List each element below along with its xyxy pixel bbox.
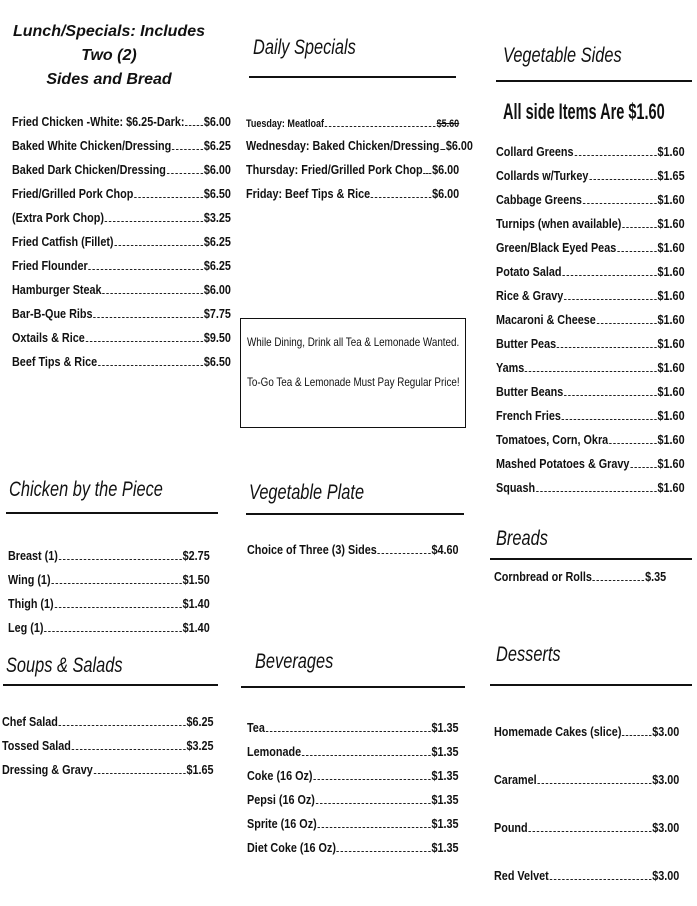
breads-title: Breads [496,527,548,550]
item-price: $1.60 [657,264,685,279]
dot-leader [609,443,657,444]
dot-leader [114,245,203,246]
item-price: $1.60 [657,408,685,423]
menu-item [12,134,231,158]
item-price: $2.75 [182,548,210,563]
item-price: $9.50 [203,330,231,345]
item-price: $3.25 [186,738,214,753]
menu-item [494,804,679,852]
item-label: Fried Flounder [12,258,88,273]
item-price: $1.60 [657,144,685,159]
dot-leader [622,227,657,228]
item-price: $6.00 [445,138,473,153]
menu-item [494,708,679,756]
item-label: Coke (16 Oz) [247,768,313,783]
item-label: Diet Coke (16 Oz) [247,840,336,855]
lunch-items-list [12,110,279,374]
dot-leader [597,323,657,324]
heading-rule [490,684,692,686]
menu-item [496,284,685,308]
menu-item [496,308,685,332]
menu-item [496,332,685,356]
menu-item [12,206,231,230]
dot-leader [98,365,203,366]
item-label: Wednesday: Baked Chicken/Dressing [246,138,440,153]
menu-item [246,182,459,206]
dot-leader [536,491,657,492]
menu-item [496,452,685,476]
item-label: Baked Dark Chicken/Dressing [12,162,166,177]
dot-leader [557,347,657,348]
dot-leader [371,197,431,198]
dot-leader [302,755,431,756]
menu-item [247,836,459,860]
desserts-title: Desserts [496,643,561,666]
vegetable-sides-list [496,140,697,500]
item-price: $5.60 [436,118,460,130]
item-price: $6.50 [203,354,231,369]
menu-item [12,254,231,278]
item-price: $1.40 [182,620,210,635]
menu-item [494,756,679,804]
item-label: Cabbage Greens [496,192,582,207]
dot-leader [622,735,651,736]
heading-rule [3,684,218,686]
item-label: Friday: Beef Tips & Rice [246,186,371,201]
item-label: Baked White Chicken/Dressing [12,138,172,153]
item-label: Red Velvet [494,868,549,883]
dot-leader [562,275,656,276]
dot-leader [564,299,657,300]
dot-leader [538,783,652,784]
item-price: $6.25 [203,138,231,153]
item-label: Cornbread or Rolls [494,569,592,584]
item-label: Macaroni & Cheese [496,312,596,327]
item-price: $6.00 [203,282,231,297]
item-price: $6.25 [203,258,231,273]
item-label: Pound [494,820,528,835]
item-price: $6.00 [432,186,460,201]
item-price: $1.60 [657,288,685,303]
menu-item [247,538,459,562]
tea-lemonade-notice [240,318,466,428]
item-label: Dressing & Gravy [2,762,93,777]
dot-leader [325,126,436,127]
heading-rule [241,686,465,688]
dot-leader [89,269,204,270]
menu-item [496,380,685,404]
item-label: Wing (1) [8,572,51,587]
menu-item [12,230,231,254]
item-price: $1.60 [657,216,685,231]
vegetable-sides-title: Vegetable Sides [503,44,622,67]
dot-leader [378,553,431,554]
item-label: Sprite (16 Oz) [247,816,317,831]
heading-rule [249,76,456,78]
menu-item [247,788,459,812]
item-price: $1.60 [657,456,685,471]
menu-item [496,236,685,260]
item-price: $1.60 [657,360,685,375]
item-label: Leg (1) [8,620,44,635]
notice-line-2: To-Go Tea & Lemonade Must Pay Regular Price! [247,375,460,389]
dot-leader [102,293,203,294]
dot-leader [44,631,182,632]
menu-item [246,114,459,134]
menu-item [246,158,459,182]
item-label: Tuesday: Meatloaf [246,118,325,130]
item-price: $1.35 [431,792,459,807]
item-price: $1.65 [186,762,214,777]
chicken-items-list [8,544,254,640]
item-price: $1.35 [431,816,459,831]
dot-leader [54,607,181,608]
item-label: Pepsi (16 Oz) [247,792,315,807]
item-price: $1.35 [431,720,459,735]
item-label: Thursday: Fried/Grilled Pork Chop [246,162,423,177]
dot-leader [313,779,430,780]
item-label: Hamburger Steak [12,282,102,297]
lunch-specials-title [0,20,218,92]
dot-leader [172,149,203,150]
menu-item [494,565,666,589]
item-label: Squash [496,480,536,495]
item-label: Lemonade [247,744,302,759]
dot-leader [583,203,657,204]
item-price: $4.60 [431,542,459,557]
menu-item [496,164,685,188]
item-price: $3.00 [652,820,680,835]
dot-leader [72,749,186,750]
dot-leader [94,773,186,774]
item-label: Choice of Three (3) Sides [247,542,377,557]
menu-item [8,544,210,568]
dot-leader [574,155,656,156]
item-price: $.35 [645,569,667,584]
item-label: Collards w/Turkey [496,168,589,183]
dot-leader [423,173,431,174]
all-sides-price-banner: All side Items Are $1.60 [503,99,665,124]
item-price: $1.60 [657,240,685,255]
dot-leader [51,583,181,584]
dot-leader [337,851,431,852]
item-price: $1.60 [657,192,685,207]
daily-specials-title: Daily Specials [253,36,356,59]
heading-rule [6,512,218,514]
dot-leader [617,251,657,252]
item-label: Breast (1) [8,548,58,563]
heading-rule [496,80,692,82]
vegetable-plate-title: Vegetable Plate [249,481,365,504]
dot-leader [589,179,657,180]
item-label: Collard Greens [496,144,574,159]
menu-item [496,428,685,452]
item-label: Fried Catfish (Fillet) [12,234,114,249]
item-label: Fried/Grilled Pork Chop [12,186,134,201]
menu-item [496,356,685,380]
item-price: $3.25 [203,210,231,225]
menu-item [8,592,210,616]
item-label: (Extra Pork Chop) [12,210,104,225]
menu-item [496,140,685,164]
item-label: Tomatoes, Corn, Okra [496,432,609,447]
menu-item [246,134,473,158]
item-price: $6.00 [432,162,460,177]
menu-item [8,616,210,640]
menu-item [2,710,214,734]
lunch-title-line1: Lunch/Specials: Includes Two (2) [12,23,206,64]
chicken-by-piece-title: Chicken by the Piece [9,478,163,501]
menu-item [496,260,685,284]
item-price: $7.75 [203,306,231,321]
item-label: French Fries [496,408,561,423]
menu-item [12,158,231,182]
item-price: $6.00 [203,162,231,177]
item-price: $1.35 [431,744,459,759]
item-label: Oxtails & Rice [12,330,85,345]
item-label: Bar-B-Que Ribs [12,306,93,321]
dot-leader [134,197,203,198]
menu-item [247,740,459,764]
dot-leader [316,803,431,804]
menu-item [494,852,679,900]
item-price: $3.00 [652,724,680,739]
item-price: $6.25 [186,714,214,729]
menu-item [12,350,231,374]
item-label: Thigh (1) [8,596,54,611]
item-price: $6.50 [203,186,231,201]
beverages-list [247,716,505,860]
daily-items-list [246,114,506,206]
dot-leader [440,149,445,150]
item-price: $1.60 [657,384,685,399]
vegetable-plate-list [247,538,505,562]
menu-item [12,110,231,134]
dot-leader [593,580,645,581]
item-price: $1.60 [657,312,685,327]
item-label: Butter Peas [496,336,557,351]
heading-rule [490,558,692,560]
item-label: Caramel [494,772,537,787]
item-label: Green/Black Eyed Peas [496,240,617,255]
item-price: $1.40 [182,596,210,611]
menu-item [496,212,685,236]
menu-item [12,326,231,350]
dot-leader [550,879,652,880]
breads-list [494,565,697,589]
menu-item [247,764,459,788]
item-price: $6.00 [203,114,231,129]
dot-leader [105,221,203,222]
item-price: $1.35 [431,768,459,783]
item-label: Butter Beans [496,384,564,399]
item-label: Turnips (when available) [496,216,622,231]
item-label: Beef Tips & Rice [12,354,98,369]
dot-leader [525,371,657,372]
dot-leader [562,419,657,420]
item-label: Mashed Potatoes & Gravy [496,456,630,471]
item-label: Tea [247,720,265,735]
dot-leader [318,827,431,828]
dot-leader [59,559,182,560]
item-label: Potato Salad [496,264,562,279]
dot-leader [185,125,203,126]
menu-item [12,278,231,302]
dot-leader [266,731,431,732]
menu-item [247,812,459,836]
dot-leader [86,341,204,342]
dot-leader [59,725,186,726]
menu-item [2,758,214,782]
item-label: Fried Chicken -White: $6.25-Dark: [12,114,185,129]
menu-item [496,188,685,212]
menu-item [8,568,210,592]
menu-item [247,716,459,740]
dot-leader [564,395,657,396]
menu-item [496,404,685,428]
dot-leader [167,173,203,174]
item-label: Tossed Salad [2,738,71,753]
item-price: $1.60 [657,432,685,447]
beverages-title: Beverages [255,650,334,673]
item-price: $3.00 [652,868,680,883]
item-price: $3.00 [652,772,680,787]
menu-item [12,302,231,326]
soups-salads-title: Soups & Salads [6,654,123,677]
item-label: Homemade Cakes (slice) [494,724,622,739]
item-price: $1.50 [182,572,210,587]
item-price: $1.60 [657,480,685,495]
item-price: $1.65 [657,168,685,183]
menu-item [496,476,685,500]
dot-leader [630,467,656,468]
dot-leader [93,317,203,318]
item-price: $6.25 [203,234,231,249]
notice-line-1: While Dining, Drink all Tea & Lemonade Wanted. [247,335,460,349]
item-price: $1.35 [431,840,459,855]
dot-leader [528,831,651,832]
item-label: Yams [496,360,525,375]
item-price: $1.60 [657,336,685,351]
desserts-list [494,708,697,900]
item-label: Chef Salad [2,714,58,729]
heading-rule [246,513,464,515]
lunch-title-line2: Sides and Bread [46,71,172,88]
menu-item [2,734,214,758]
item-label: Rice & Gravy [496,288,564,303]
soups-salads-list [2,710,260,782]
menu-item [12,182,231,206]
